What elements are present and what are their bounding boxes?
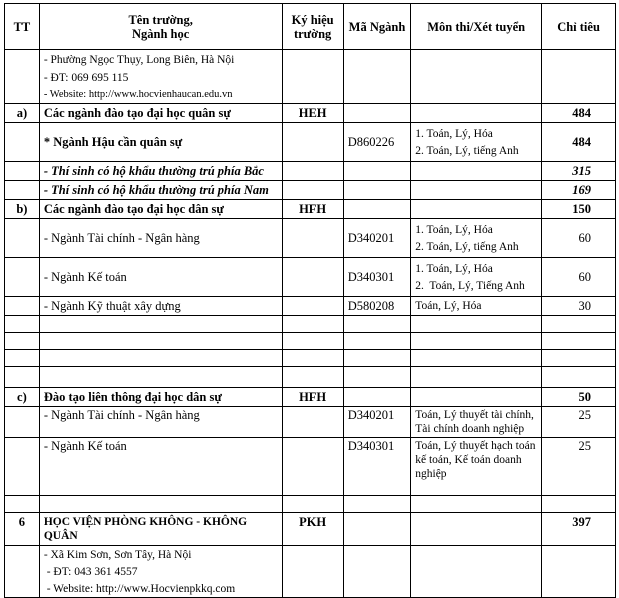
empty-row [5,316,616,333]
section-b-row-1-sub1: 1. Toán, Lý, Hóa [415,224,493,236]
pkkq-code: PKH [282,513,343,546]
section-b-row-2-name: - Ngành Kế toán [39,258,282,297]
section-c-code: HFH [282,388,343,407]
section-a-quota: 484 [542,104,616,123]
header-major-code: Mã Ngành [343,4,411,50]
section-a-major-row [5,123,616,162]
section-a-tt: a) [5,104,40,123]
section-b-row-3-quota: 30 [542,297,616,316]
section-b-code: HFH [282,200,343,219]
section-c-row-2-quota: 25 [542,438,616,496]
section-a-row [5,104,616,123]
section-b-row [5,200,616,219]
section-a-north-row [5,162,616,181]
empty-row [5,333,616,350]
section-c-quota: 50 [542,388,616,407]
section-a-south-label: - Thí sinh có hộ khẩu thường trú phía Nam [39,181,282,200]
pkkq-address: - Xã Kim Sơn, Sơn Tây, Hà Nội [43,549,192,561]
section-a-major-code: D860226 [343,123,411,162]
section-b-row-1-code: D340201 [343,219,411,258]
section-a-north-quota: 315 [542,162,616,181]
pkkq-website: - Website: http://www.Hocvienpkkq.com [43,583,236,595]
section-a-major-name: * Ngành Hậu cần quân sự [39,123,282,162]
section-c-row-1-sub: Toán, Lý thuyết tài chính, Tài chính doanh nghiệp [411,407,542,438]
pkkq-quota: 397 [542,513,616,546]
header-school [39,4,282,50]
header-quota: Chỉ tiêu [542,4,616,50]
section-a-major-sub2: 2. Toán, Lý, tiếng Anh [415,145,519,157]
header-tt: TT [5,4,40,50]
section-b-row-3-name: - Ngành Kỹ thuật xây dựng [39,297,282,316]
section-b-row-3 [5,297,616,316]
section-a-south-quota: 169 [542,181,616,200]
section-a-code: HEH [282,104,343,123]
section-c-row-1-quota: 25 [542,407,616,438]
section-b-row-1 [5,219,616,258]
section-c-row-2 [5,438,616,496]
section-c-row [5,388,616,407]
section-b-row-3-code: D580208 [343,297,411,316]
section-a-north-label: - Thí sinh có hộ khẩu thường trú phía Bắc [39,162,282,181]
section-a-south-row [5,181,616,200]
empty-row [5,350,616,367]
section-b-row-2-code: D340301 [343,258,411,297]
pkkq-title: HỌC VIỆN PHÒNG KHÔNG - KHÔNG QUÂN [39,513,282,546]
section-b-row-2-sub2: 2. Toán, Lý, Tiếng Anh [415,280,525,292]
empty-row [5,367,616,388]
section-c-tt: c) [5,388,40,407]
section-b-quota: 150 [542,200,616,219]
header-code: Ký hiệu trường [282,4,343,50]
section-b-tt: b) [5,200,40,219]
hau-can-phone: - ĐT: 069 695 115 [43,72,129,84]
empty-row [5,496,616,513]
section-b-row-2-quota: 60 [542,258,616,297]
section-c-row-2-name: - Ngành Kế toán [39,438,282,496]
hau-can-address: - Phường Ngọc Thụy, Long Biên, Hà Nội [43,54,235,66]
section-c-title: Đào tạo liên thông đại học dân sự [39,388,282,407]
header-subjects: Môn thi/Xét tuyển [411,4,542,50]
admissions-table [4,3,616,598]
pkkq-tt: 6 [5,513,40,546]
section-b-row-1-sub2: 2. Toán, Lý, tiếng Anh [415,241,519,253]
section-b-row-2-sub1: 1. Toán, Lý, Hóa [415,263,493,275]
section-c-row-1 [5,407,616,438]
pkkq-phone: - ĐT: 043 361 4557 [43,566,138,578]
section-c-row-1-name: - Ngành Tài chính - Ngân hàng [39,407,282,438]
header-school-text: Tên trường, Ngành học [128,12,193,41]
hau-can-contact-row [5,50,616,104]
section-a-major-quota: 484 [542,123,616,162]
section-b-title: Các ngành đào tạo đại học dân sự [39,200,282,219]
hau-can-website: - Website: http://www.hocvienhaucan.edu.vn [43,89,233,100]
section-b-row-1-quota: 60 [542,219,616,258]
section-c-row-1-code: D340201 [343,407,411,438]
section-b-row-2 [5,258,616,297]
section-a-title: Các ngành đào tạo đại học quân sự [39,104,282,123]
section-c-row-2-sub: Toán, Lý thuyết hạch toán kế toán, Kế toán doanh nghiệp [411,438,542,496]
section-a-major-sub1: 1. Toán, Lý, Hóa [415,128,493,140]
section-b-row-1-name: - Ngành Tài chính - Ngân hàng [39,219,282,258]
section-b-row-3-sub1: Toán, Lý, Hóa [411,297,542,316]
pkkq-row [5,513,616,546]
section-c-row-2-code: D340301 [343,438,411,496]
header-row [5,4,616,50]
pkkq-contact-row [5,546,616,598]
